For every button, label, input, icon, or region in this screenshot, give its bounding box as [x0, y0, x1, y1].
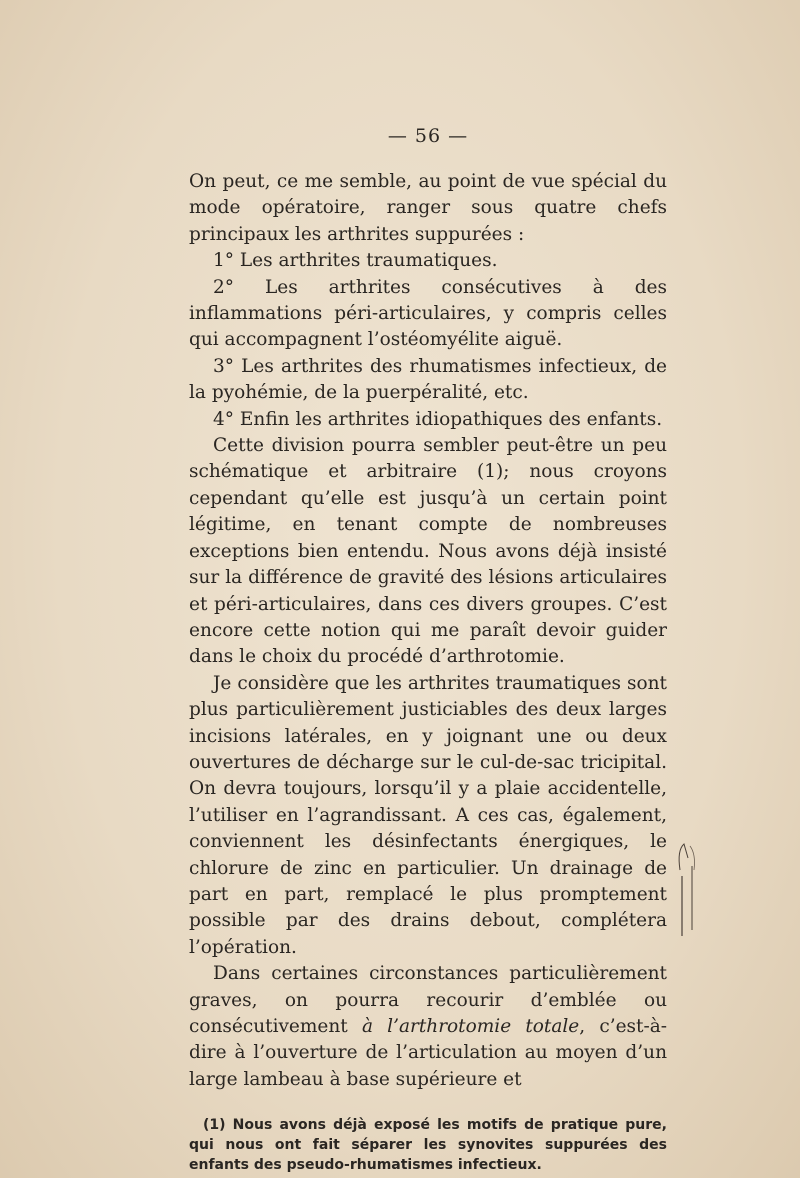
paragraph-item-1: 1° Les arthrites traumatiques.	[213, 250, 498, 272]
footnote-area	[189, 1115, 667, 1175]
footnote: (1) Nous avons déjà exposé les motifs de pratique pure, qui nous ont fait séparer les synovites suppurées des enfants des pseudo-rhumatismes infectieux.	[189, 1117, 667, 1174]
page-content	[189, 125, 667, 1175]
paragraph-division: Cette division pourra sembler peut-être un peu schématique et arbitraire (1); nous croyons cependant qu’elle est jusqu’à un certain point légitime, en tenant compte de nombreuses exceptions bien entendu. Nous avons déjà insisté sur la différence de gravité des lésions articulaires et péri-articulaires, dans ces divers groupes. C’est encore cette notion qui me paraît devoir guider dans le choix du procédé d’arthrotomie.	[189, 435, 667, 668]
paragraph-graves-start: Dans certaines circonstances particulièrement graves, on pourra recourir d’emblée ou consécutivement	[189, 963, 667, 1037]
paragraph-item-2: 2° Les arthrites consécutives à des inflammations péri-articulaires, y compris celles qui accompagnent l’ostéomyélite aiguë.	[189, 276, 667, 351]
paragraph-graves-end: , c’est-à-dire à l’ouverture de l’articulation au moyen d’un large lambeau à base supérieure et	[189, 1016, 667, 1090]
page-number: — 56 —	[387, 125, 469, 147]
body-text	[189, 169, 667, 1093]
paragraph-graves	[189, 961, 667, 1093]
paragraph-item-4: 4° Enfin les arthrites idiopathiques des enfants.	[213, 408, 663, 430]
paragraph-item-3: 3° Les arthrites des rhumatismes infectieux, de la pyohémie, de la puerpéralité, etc.	[189, 355, 667, 404]
margin-pencil-mark	[674, 840, 704, 940]
italic-term: à l’arthrotomie totale	[361, 1016, 580, 1037]
paragraph-intro: On peut, ce me semble, au point de vue spécial du mode opératoire, ranger sous quatre chefs principaux les arthrites suppurées :	[189, 171, 667, 245]
paragraph-traumatic: Je considère que les arthrites traumatiques sont plus particulièrement justiciables des deux larges incisions latérales, en y joignant une ou deux ouvertures de décharge sur le cul-de-sac tricipital. On devra toujours, lorsqu’il y a plaie accidentelle, l’utiliser en l’agrandissant. A ces cas, également, conviennent les désinfectants énergiques, le chlorure de zinc en particulier. Un drainage de part en part, remplacé le plus promptement possible par des drains debout, complétera l’opération.	[189, 672, 667, 958]
